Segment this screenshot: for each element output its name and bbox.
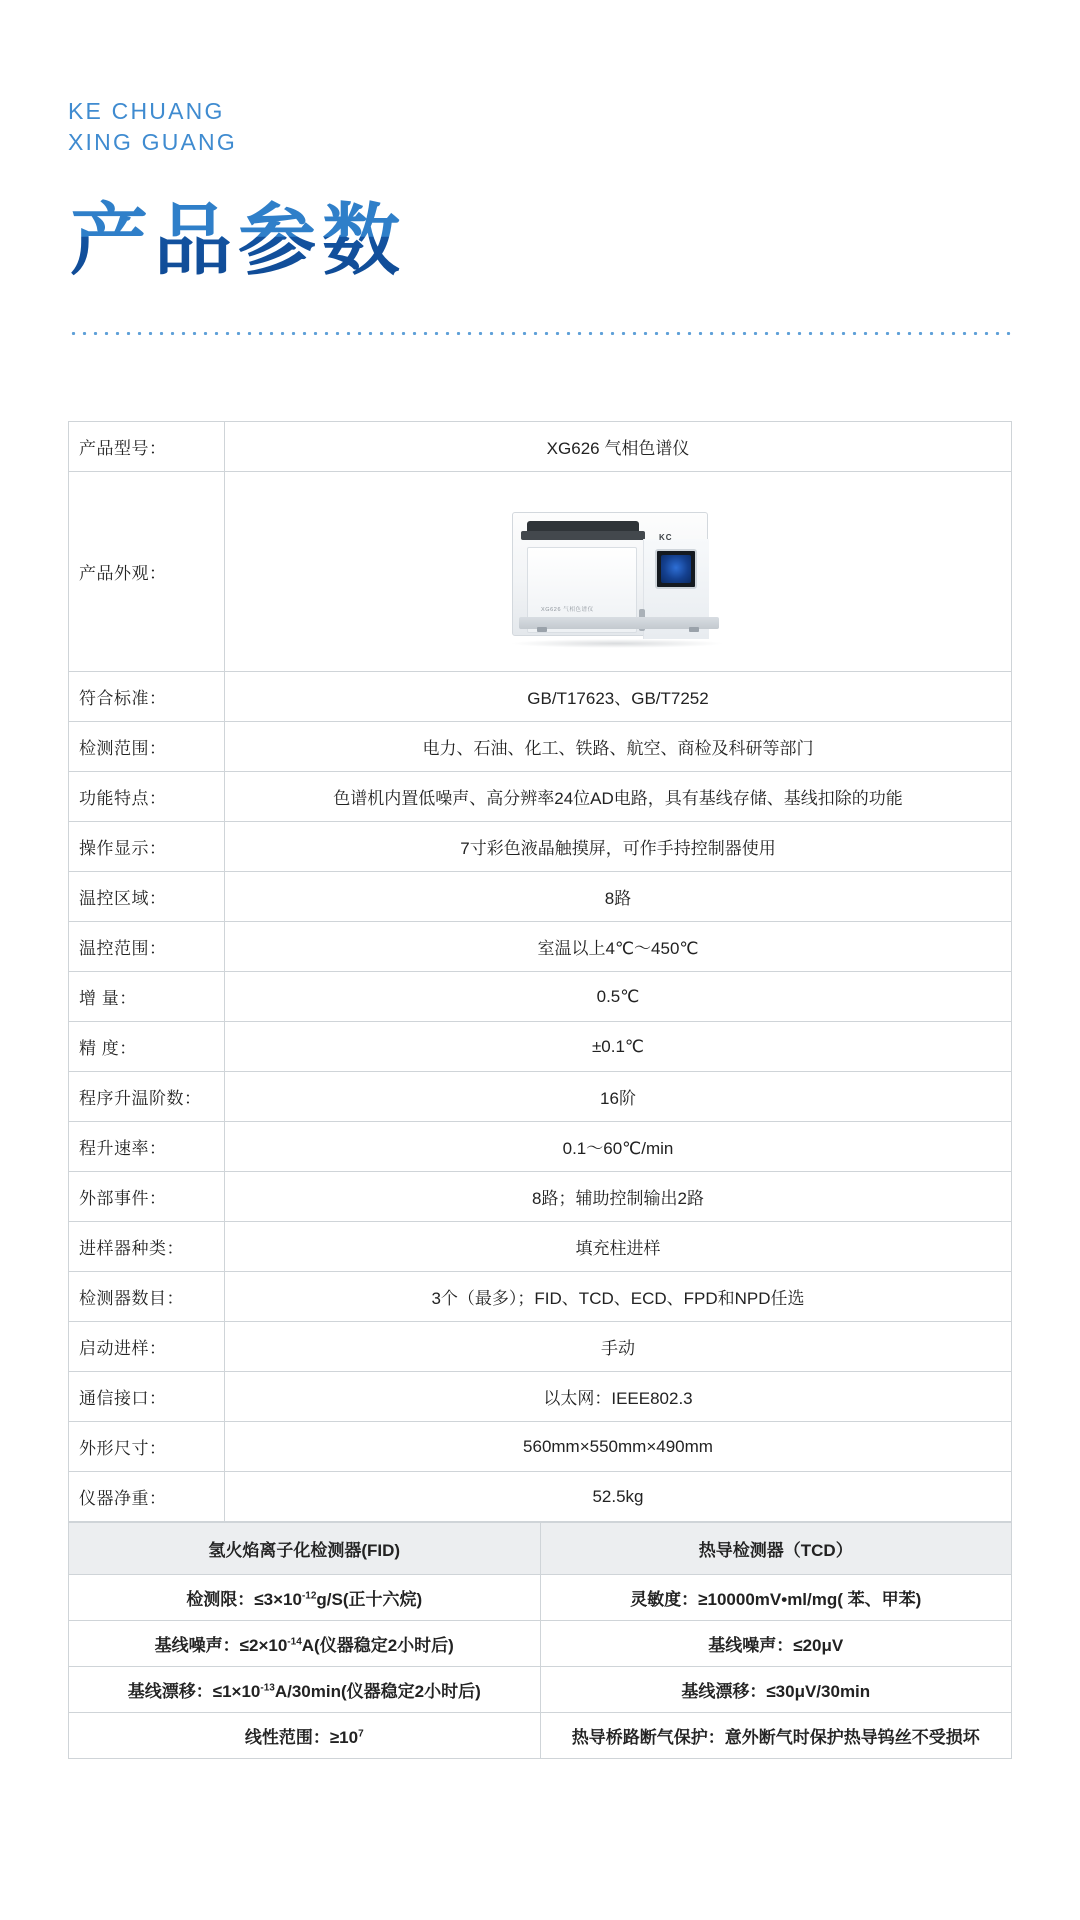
row-value: 0.1～60℃/min: [225, 1122, 1012, 1172]
detector-exponent: -14: [287, 1636, 302, 1648]
device-touch-screen: [655, 549, 697, 589]
row-label: 外形尺寸：: [69, 1422, 225, 1472]
detector-cell-tcd: [540, 1621, 1012, 1667]
detector-text: 线性范围：≥10: [244, 1728, 359, 1747]
table-row: [69, 872, 1012, 922]
row-label: 启动进样：: [69, 1322, 225, 1372]
table-row: [69, 1422, 1012, 1472]
device-body: [512, 512, 708, 636]
table-row: [69, 422, 1012, 472]
page-title-wrap: [68, 194, 1080, 288]
table-row: [69, 1172, 1012, 1222]
detector-cell-fid: [69, 1621, 541, 1667]
table-row: [69, 822, 1012, 872]
table-row: [69, 1372, 1012, 1422]
row-label: 产品外观：: [69, 472, 225, 672]
row-value: 以太网：IEEE802.3: [225, 1372, 1012, 1422]
detector-cell-tcd: [540, 1667, 1012, 1713]
row-value: 0.5℃: [225, 972, 1012, 1022]
detector-cell-fid: [69, 1575, 541, 1621]
row-label: 增 量：: [69, 972, 225, 1022]
table-row: [69, 1072, 1012, 1122]
spec-table-wrap: [68, 421, 1012, 1759]
device-screen-content: [661, 555, 691, 583]
detector-table: [68, 1522, 1012, 1759]
detector-text-suffix: A(仪器稳定2小时后): [301, 1636, 454, 1655]
row-value: 8路: [225, 872, 1012, 922]
detector-text: 检测限：≤3×10: [186, 1590, 302, 1609]
detector-col-header-fid: 氢火焰离子化检测器(FID): [69, 1523, 541, 1575]
row-label: 精 度：: [69, 1022, 225, 1072]
detector-text: 基线噪声：≤20μV: [708, 1636, 844, 1655]
detector-text: 灵敏度：≥10000mV•ml/mg( 苯、甲苯): [630, 1590, 922, 1609]
row-label: 温控范围：: [69, 922, 225, 972]
brand-line-1: KE CHUANG: [68, 98, 225, 124]
table-row: [69, 472, 1012, 672]
device-shadow: [510, 639, 724, 648]
row-value: 3个（最多）；FID、TCD、ECD、FPD和NPD任选: [225, 1272, 1012, 1322]
table-row: [69, 1713, 1012, 1759]
row-value: ±0.1℃: [225, 1022, 1012, 1072]
device-logo: KC: [659, 532, 673, 542]
detector-text-suffix: g/S(正十六烷): [316, 1590, 423, 1609]
detector-text: 热导桥路断气保护：意外断气时保护热导钨丝不受损坏: [571, 1728, 980, 1747]
row-label: 仪器净重：: [69, 1472, 225, 1522]
bottom-spacer: [0, 1759, 1080, 1909]
table-row: [69, 1575, 1012, 1621]
row-label: 外部事件：: [69, 1172, 225, 1222]
row-label: 通信接口：: [69, 1372, 225, 1422]
detector-text: 基线漂移：≤30μV/30min: [681, 1682, 871, 1701]
detector-exponent: -12: [301, 1590, 317, 1602]
detector-cell-fid: [69, 1667, 541, 1713]
row-value: 8路；辅助控制输出2路: [225, 1172, 1012, 1222]
detector-cell-tcd: [540, 1713, 1012, 1759]
row-value: 16阶: [225, 1072, 1012, 1122]
table-row: [69, 1523, 1012, 1575]
brand-line-2: XING GUANG: [68, 129, 237, 155]
row-value: XG626 气相色谱仪: [225, 422, 1012, 472]
table-row: [69, 1222, 1012, 1272]
detector-text: 基线漂移：≤1×10: [127, 1682, 261, 1701]
gas-chromatograph-photo: [504, 496, 732, 648]
row-label: 程升速率：: [69, 1122, 225, 1172]
table-row: [69, 1621, 1012, 1667]
spec-table: [68, 421, 1012, 1574]
row-value-image: [225, 472, 1012, 672]
row-value: GB/T17623、GB/T7252: [225, 672, 1012, 722]
row-value: 7寸彩色液晶触摸屏，可作手持控制器使用: [225, 822, 1012, 872]
table-row: [69, 1472, 1012, 1522]
table-row: [69, 922, 1012, 972]
table-row: [69, 1322, 1012, 1372]
row-label: 检测器数目：: [69, 1272, 225, 1322]
table-row: [69, 1122, 1012, 1172]
row-value: 560mm×550mm×490mm: [225, 1422, 1012, 1472]
table-row: [69, 1667, 1012, 1713]
table-row: [69, 772, 1012, 822]
dotted-divider: [68, 332, 1012, 335]
device-model-label: XG626 气相色谱仪: [541, 606, 594, 613]
page-title: 产品参数: [70, 196, 407, 286]
row-label: 进样器种类：: [69, 1222, 225, 1272]
device-foot-left: [537, 627, 547, 632]
detector-exponent: -13: [260, 1682, 275, 1694]
device-foot-right: [689, 627, 699, 632]
row-value: 52.5kg: [225, 1472, 1012, 1522]
detector-text-suffix: A/30min(仪器稳定2小时后): [274, 1682, 481, 1701]
detector-text: 基线噪声：≤2×10: [154, 1636, 288, 1655]
row-label: 功能特点：: [69, 772, 225, 822]
row-label: 程序升温阶数：: [69, 1072, 225, 1122]
table-row: [69, 1272, 1012, 1322]
row-value: 电力、石油、化工、铁路、航空、商检及科研等部门: [225, 722, 1012, 772]
row-value: 色谱机内置低噪声、高分辨率24位AD电路，具有基线存储、基线扣除的功能: [225, 772, 1012, 822]
detector-cell-tcd: [540, 1575, 1012, 1621]
page-header: [0, 0, 1080, 288]
row-label: 温控区域：: [69, 872, 225, 922]
table-row: [69, 722, 1012, 772]
detector-exponent: 7: [358, 1728, 364, 1740]
row-value: 手动: [225, 1322, 1012, 1372]
row-label: 符合标准：: [69, 672, 225, 722]
device-top-bar: [521, 531, 645, 540]
table-row: [69, 972, 1012, 1022]
table-row: [69, 1022, 1012, 1072]
row-value: 室温以上4℃～450℃: [225, 922, 1012, 972]
row-label: 检测范围：: [69, 722, 225, 772]
table-row: [69, 672, 1012, 722]
detector-cell-fid: [69, 1713, 541, 1759]
detector-col-header-tcd: 热导检测器（TCD）: [540, 1523, 1012, 1575]
row-label: 操作显示：: [69, 822, 225, 872]
spec-table-body: [69, 422, 1012, 1574]
row-value: 填充柱进样: [225, 1222, 1012, 1272]
detector-table-body: [69, 1523, 1012, 1759]
row-label: 产品型号：: [69, 422, 225, 472]
